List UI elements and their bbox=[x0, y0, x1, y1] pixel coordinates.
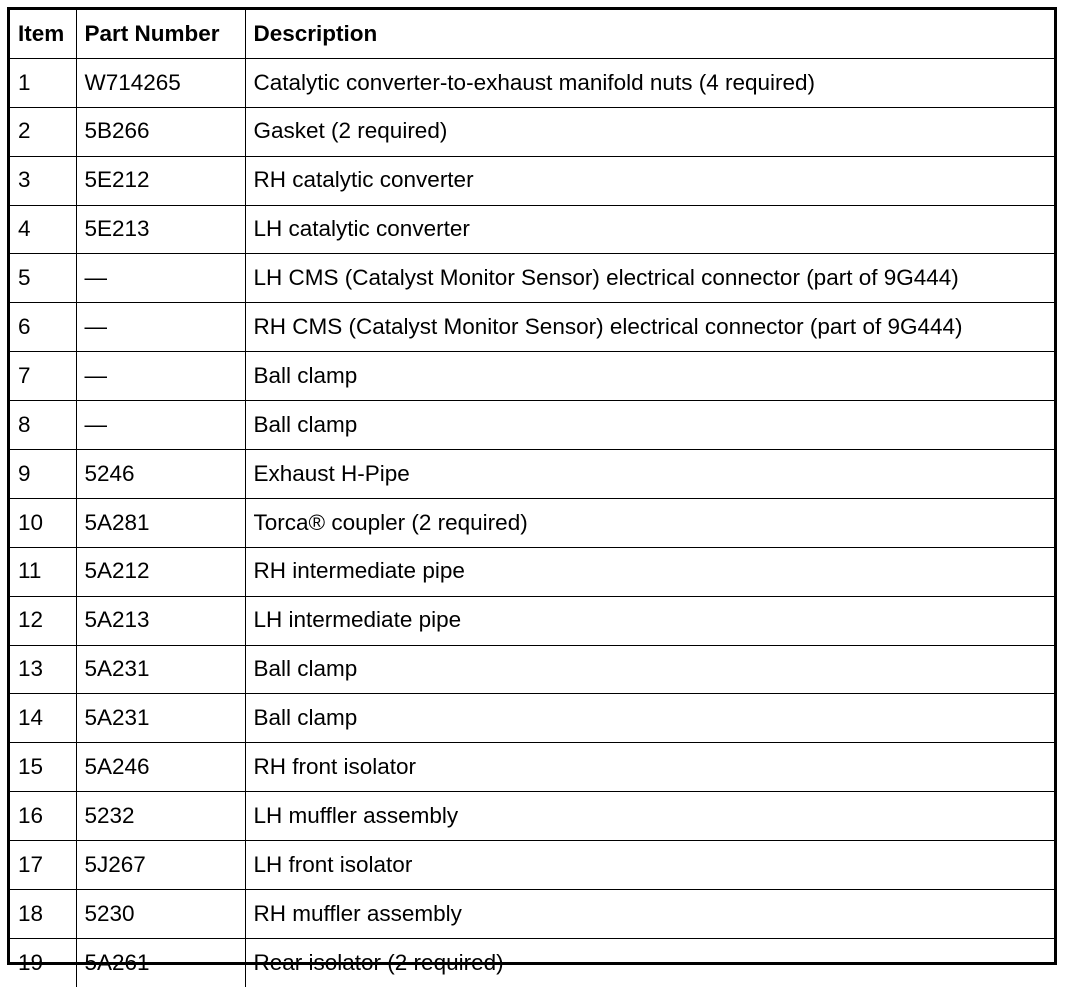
table-row bbox=[10, 938, 1054, 986]
item-cell: 12 bbox=[10, 596, 76, 645]
description-cell: RH catalytic converter bbox=[245, 156, 1054, 205]
item-cell: 17 bbox=[10, 841, 76, 890]
table-row bbox=[10, 792, 1054, 841]
part-number-cell: 5232 bbox=[76, 792, 245, 841]
description-cell: LH CMS (Catalyst Monitor Sensor) electrical connector (part of 9G444) bbox=[245, 254, 1054, 303]
table-row bbox=[10, 205, 1054, 254]
description-cell: Ball clamp bbox=[245, 401, 1054, 450]
description-cell: Ball clamp bbox=[245, 352, 1054, 401]
part-number-cell: — bbox=[76, 254, 245, 303]
item-cell: 15 bbox=[10, 743, 76, 792]
description-cell: RH front isolator bbox=[245, 743, 1054, 792]
item-cell: 5 bbox=[10, 254, 76, 303]
item-cell: 18 bbox=[10, 890, 76, 939]
table-row bbox=[10, 352, 1054, 401]
table-row bbox=[10, 694, 1054, 743]
part-number-cell: 5A213 bbox=[76, 596, 245, 645]
part-number-cell: 5230 bbox=[76, 890, 245, 939]
description-cell: Exhaust H-Pipe bbox=[245, 450, 1054, 499]
description-cell: Ball clamp bbox=[245, 694, 1054, 743]
table-row bbox=[10, 547, 1054, 596]
table-row bbox=[10, 254, 1054, 303]
item-cell: 3 bbox=[10, 156, 76, 205]
table-row bbox=[10, 841, 1054, 890]
part-number-cell: 5B266 bbox=[76, 107, 245, 156]
table-row bbox=[10, 743, 1054, 792]
part-number-cell: 5E213 bbox=[76, 205, 245, 254]
table-row bbox=[10, 450, 1054, 499]
part-number-cell: 5A261 bbox=[76, 938, 245, 986]
item-cell: 19 bbox=[10, 938, 76, 986]
part-number-cell: 5J267 bbox=[76, 841, 245, 890]
item-cell: 1 bbox=[10, 58, 76, 107]
item-cell: 9 bbox=[10, 450, 76, 499]
description-cell: RH CMS (Catalyst Monitor Sensor) electrical connector (part of 9G444) bbox=[245, 303, 1054, 352]
description-cell: Rear isolator (2 required) bbox=[245, 938, 1054, 986]
item-cell: 14 bbox=[10, 694, 76, 743]
table-row bbox=[10, 156, 1054, 205]
parts-table bbox=[10, 10, 1054, 987]
description-cell: Gasket (2 required) bbox=[245, 107, 1054, 156]
item-cell: 13 bbox=[10, 645, 76, 694]
item-cell: 4 bbox=[10, 205, 76, 254]
part-number-cell: — bbox=[76, 352, 245, 401]
part-number-cell: — bbox=[76, 401, 245, 450]
part-number-cell: W714265 bbox=[76, 58, 245, 107]
header-row bbox=[10, 10, 1054, 58]
part-number-cell: 5A212 bbox=[76, 547, 245, 596]
table-row bbox=[10, 401, 1054, 450]
description-cell: LH intermediate pipe bbox=[245, 596, 1054, 645]
table-row bbox=[10, 645, 1054, 694]
item-cell: 6 bbox=[10, 303, 76, 352]
table-row bbox=[10, 303, 1054, 352]
part-number-cell: 5246 bbox=[76, 450, 245, 499]
description-cell: LH front isolator bbox=[245, 841, 1054, 890]
header-description: Description bbox=[245, 10, 1054, 58]
item-cell: 2 bbox=[10, 107, 76, 156]
table-row bbox=[10, 498, 1054, 547]
table-row bbox=[10, 596, 1054, 645]
description-cell: Torca® coupler (2 required) bbox=[245, 498, 1054, 547]
item-cell: 7 bbox=[10, 352, 76, 401]
header-part-number: Part Number bbox=[76, 10, 245, 58]
item-cell: 10 bbox=[10, 498, 76, 547]
header-item: Item bbox=[10, 10, 76, 58]
table-row bbox=[10, 58, 1054, 107]
part-number-cell: 5E212 bbox=[76, 156, 245, 205]
table-row bbox=[10, 107, 1054, 156]
description-cell: RH intermediate pipe bbox=[245, 547, 1054, 596]
description-cell: Ball clamp bbox=[245, 645, 1054, 694]
description-cell: RH muffler assembly bbox=[245, 890, 1054, 939]
parts-table-frame bbox=[7, 7, 1057, 975]
item-cell: 16 bbox=[10, 792, 76, 841]
part-number-cell: 5A281 bbox=[76, 498, 245, 547]
item-cell: 8 bbox=[10, 401, 76, 450]
part-number-cell: 5A231 bbox=[76, 694, 245, 743]
part-number-cell: 5A246 bbox=[76, 743, 245, 792]
table-row bbox=[10, 890, 1054, 939]
part-number-cell: 5A231 bbox=[76, 645, 245, 694]
description-cell: LH muffler assembly bbox=[245, 792, 1054, 841]
item-cell: 11 bbox=[10, 547, 76, 596]
description-cell: Catalytic converter-to-exhaust manifold nuts (4 required) bbox=[245, 58, 1054, 107]
part-number-cell: — bbox=[76, 303, 245, 352]
description-cell: LH catalytic converter bbox=[245, 205, 1054, 254]
